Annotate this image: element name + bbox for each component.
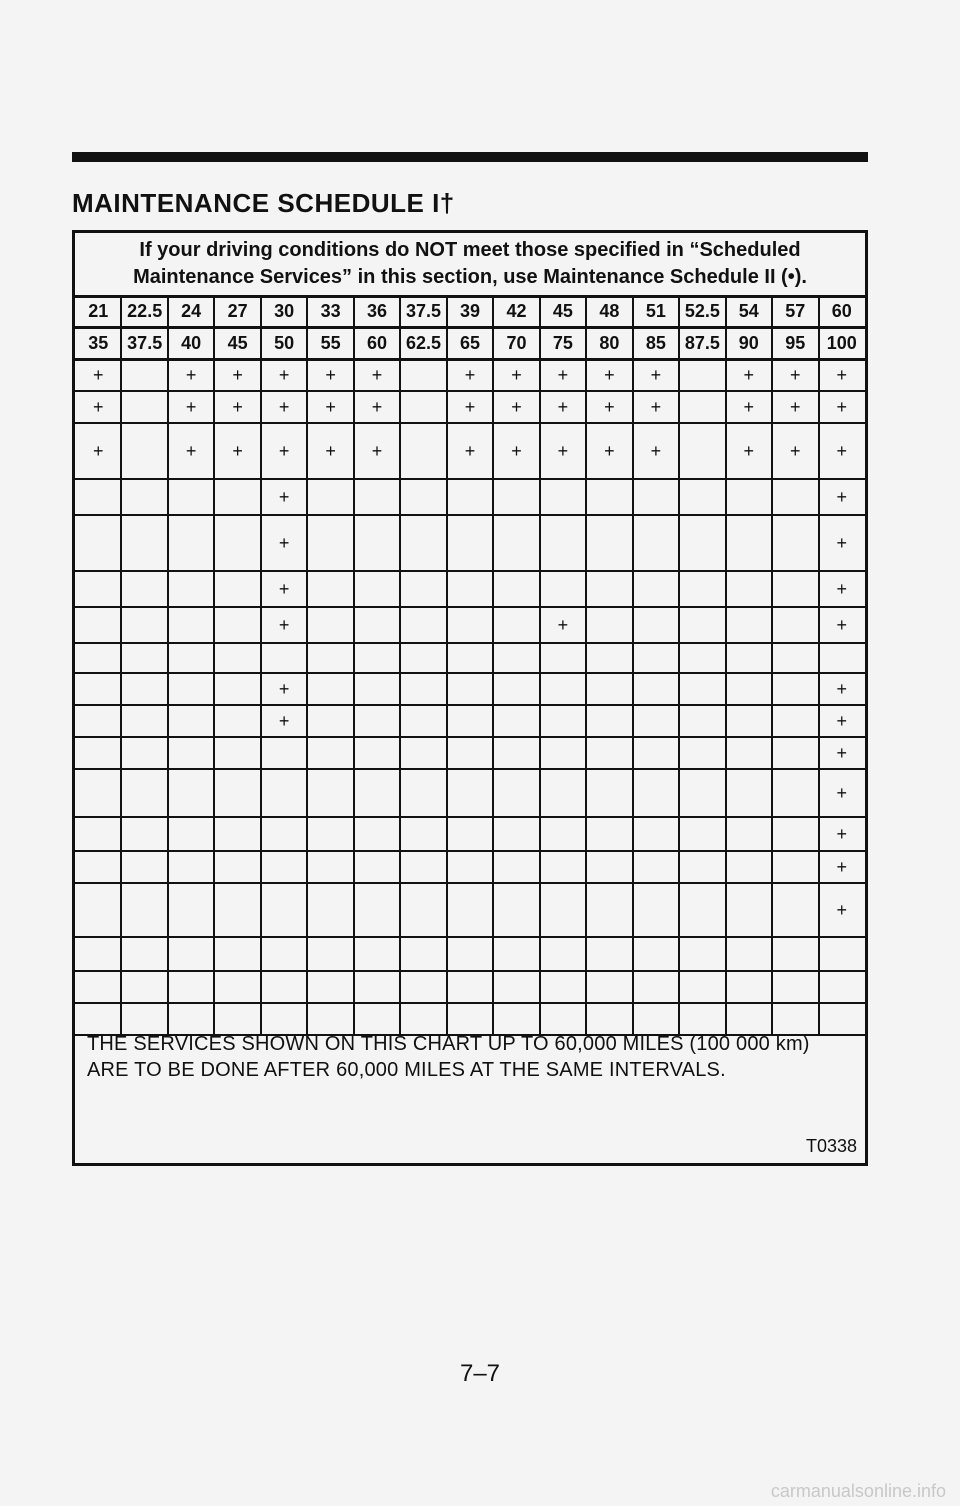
km-header-cell: 50 <box>274 333 295 353</box>
service-mark: + <box>92 441 104 461</box>
reference-code: T0338 <box>805 1136 857 1156</box>
intro-line: If your driving conditions do NOT meet those specified in “Scheduled <box>139 239 801 261</box>
miles-header-cell: 60 <box>831 301 852 321</box>
miles-header-cell: 52.5 <box>684 301 720 321</box>
service-mark: + <box>836 615 847 635</box>
service-mark: + <box>325 365 336 385</box>
top-rule <box>72 152 868 162</box>
service-mark: + <box>743 441 755 461</box>
service-mark: + <box>743 397 755 417</box>
km-header-cell: 37.5 <box>127 333 163 353</box>
km-header-cell: 60 <box>367 333 388 353</box>
miles-header-cell: 21 <box>88 301 109 321</box>
miles-header-cell: 37.5 <box>405 301 442 321</box>
grid-rule <box>75 768 865 770</box>
service-mark: + <box>232 441 243 461</box>
schedule-box <box>72 230 868 1166</box>
grid-rule <box>75 882 865 884</box>
service-mark: + <box>836 824 847 844</box>
miles-header-cell: 39 <box>459 301 480 321</box>
km-header-cell: 95 <box>785 333 806 353</box>
miles-header-cell: 57 <box>785 301 806 321</box>
intro-text <box>75 233 865 295</box>
service-mark: + <box>278 711 290 731</box>
service-mark: + <box>278 441 290 461</box>
service-mark: + <box>836 487 847 507</box>
km-header-cell: 75 <box>552 333 573 353</box>
footer-line: THE SERVICES SHOWN ON THIS CHART UP TO 60,000 MILES (100 000 km) <box>87 1033 810 1055</box>
grid-rule <box>75 936 865 938</box>
service-mark: + <box>325 441 336 461</box>
km-header-cell: 90 <box>738 333 759 353</box>
service-mark: + <box>371 441 383 461</box>
service-mark: + <box>278 487 290 507</box>
service-mark: + <box>836 365 847 385</box>
service-mark: + <box>836 441 847 461</box>
service-mark: + <box>511 397 522 417</box>
footer-note <box>87 1031 857 1083</box>
grid-rule <box>75 704 865 706</box>
service-mark: + <box>278 615 290 635</box>
miles-header-cell: 30 <box>274 301 295 321</box>
miles-header-cell: 24 <box>181 301 202 321</box>
page-number: 7–7 <box>459 1360 501 1387</box>
service-mark: + <box>557 441 569 461</box>
km-header-cell: 87.5 <box>684 333 720 353</box>
service-mark: + <box>232 365 243 385</box>
grid-rule <box>75 970 865 972</box>
service-mark: + <box>650 365 662 385</box>
service-mark: + <box>278 397 290 417</box>
watermark: carmanualsonline.info <box>770 1481 946 1501</box>
service-mark: + <box>836 579 847 599</box>
service-mark: + <box>604 365 615 385</box>
service-mark: + <box>185 397 197 417</box>
service-mark: + <box>836 857 847 877</box>
service-mark: + <box>92 397 104 417</box>
grid-rule <box>75 816 865 818</box>
grid-rule <box>75 736 865 738</box>
service-mark: + <box>743 365 755 385</box>
grid-rule <box>75 672 865 674</box>
service-mark: + <box>557 615 569 635</box>
grid-rule <box>75 1002 865 1004</box>
footer-line: ARE TO BE DONE AFTER 60,000 MILES AT THE SAME INTERVALS. <box>87 1059 726 1081</box>
service-mark: + <box>650 397 662 417</box>
service-mark: + <box>836 679 847 699</box>
service-mark: + <box>790 397 801 417</box>
service-mark: + <box>92 365 104 385</box>
miles-header-cell: 36 <box>367 301 388 321</box>
miles-header-cell: 45 <box>552 301 573 321</box>
miles-header-cell: 27 <box>227 301 248 321</box>
km-header-cell: 85 <box>645 333 666 353</box>
service-mark: + <box>278 679 290 699</box>
miles-header-cell: 42 <box>506 301 527 321</box>
schedule-grid <box>75 295 865 1035</box>
service-mark: + <box>790 365 801 385</box>
service-mark: + <box>464 397 476 417</box>
page-title: MAINTENANCE SCHEDULE I† <box>72 188 455 218</box>
miles-header-cell: 33 <box>320 301 341 321</box>
km-header-cell: 62.5 <box>405 333 442 353</box>
service-mark: + <box>371 397 383 417</box>
service-mark: + <box>836 533 847 553</box>
service-mark: + <box>836 783 847 803</box>
grid-rule <box>75 606 865 608</box>
grid-rule <box>75 850 865 852</box>
miles-header-cell: 48 <box>599 301 620 321</box>
service-mark: + <box>650 441 662 461</box>
service-mark: + <box>604 441 615 461</box>
service-mark: + <box>790 441 801 461</box>
grid-rule <box>75 642 865 644</box>
service-mark: + <box>836 711 847 731</box>
service-mark: + <box>278 533 290 553</box>
km-header-cell: 40 <box>181 333 202 353</box>
km-header-cell: 80 <box>599 333 620 353</box>
service-mark: + <box>185 441 197 461</box>
service-mark: + <box>836 900 847 920</box>
km-header-cell: 70 <box>506 333 527 353</box>
km-header-cell: 45 <box>227 333 248 353</box>
service-mark: + <box>325 397 336 417</box>
km-header-cell: 65 <box>459 333 480 353</box>
miles-header-cell: 22.5 <box>127 301 163 321</box>
service-mark: + <box>836 397 847 417</box>
intro-line: Maintenance Services” in this section, use Maintenance Schedule II (•). <box>133 266 807 288</box>
service-mark: + <box>511 365 522 385</box>
km-header-cell: 35 <box>88 333 109 353</box>
service-mark: + <box>371 365 383 385</box>
miles-header-cell: 51 <box>645 301 666 321</box>
km-header-cell: 55 <box>320 333 341 353</box>
service-mark: + <box>278 579 290 599</box>
service-mark: + <box>557 365 569 385</box>
grid-rule <box>75 514 865 516</box>
service-mark: + <box>278 365 290 385</box>
service-mark: + <box>836 743 847 763</box>
grid-rule <box>75 570 865 572</box>
service-mark: + <box>185 365 197 385</box>
service-mark: + <box>557 397 569 417</box>
service-mark: + <box>464 441 476 461</box>
service-mark: + <box>511 441 522 461</box>
service-mark: + <box>604 397 615 417</box>
km-header-cell: 100 <box>826 333 857 353</box>
miles-header-cell: 54 <box>738 301 759 321</box>
service-mark: + <box>232 397 243 417</box>
service-mark: + <box>464 365 476 385</box>
